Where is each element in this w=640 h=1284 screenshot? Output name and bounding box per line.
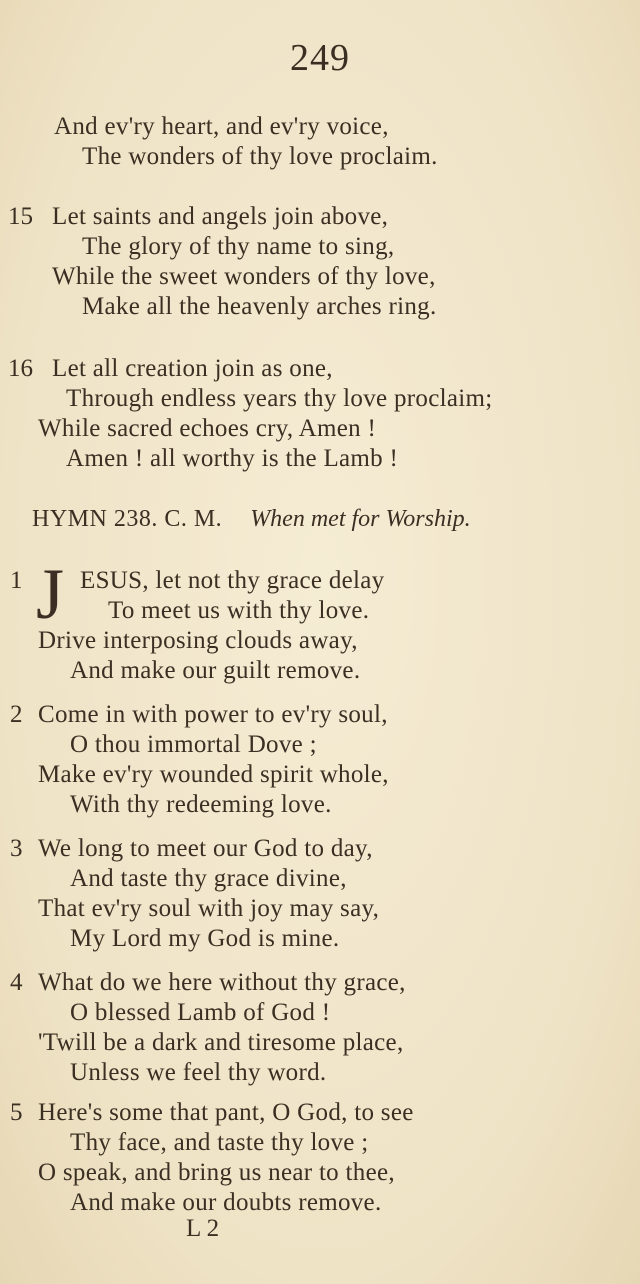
verse-line: O blessed Lamb of God ! (70, 999, 331, 1026)
verse-line: Amen ! all worthy is the Lamb ! (66, 445, 399, 472)
verse-line: We long to meet our God to day, (38, 835, 373, 862)
verse-number: 5 (10, 1099, 23, 1126)
verse-line: And make our doubts remove. (70, 1189, 382, 1216)
verse-line: ESUS, let not thy grace delay (80, 567, 385, 594)
verse-line: While sacred echoes cry, Amen ! (38, 415, 377, 442)
signature-mark: L 2 (186, 1215, 220, 1242)
verse-line: The glory of thy name to sing, (82, 233, 395, 260)
verse-line: Unless we feel thy word. (70, 1059, 327, 1086)
verse-line: Let saints and angels join above, (52, 203, 389, 230)
verse-line: Make ev'ry wounded spirit whole, (38, 761, 389, 788)
verse-number: 4 (10, 969, 23, 996)
verse-line: Here's some that pant, O God, to see (38, 1099, 414, 1126)
verse-number: 2 (10, 701, 23, 728)
verse-line: Make all the heavenly arches ring. (82, 293, 437, 320)
verse-line: The wonders of thy love proclaim. (82, 143, 438, 170)
verse-line: And make our guilt remove. (70, 657, 361, 684)
verse-number: 16 (8, 355, 33, 382)
verse-line: Let all creation join as one, (52, 355, 333, 382)
verse-number: 3 (10, 835, 23, 862)
verse-line: While the sweet wonders of thy love, (52, 263, 436, 290)
verse-line: 'Twill be a dark and tiresome place, (38, 1029, 404, 1056)
verse-line: What do we here without thy grace, (38, 969, 406, 996)
page-number: 249 (290, 37, 350, 79)
verse-line: Thy face, and taste thy love ; (70, 1129, 369, 1156)
verse-line: To meet us with thy love. (108, 597, 370, 624)
verse-number: 1 (10, 567, 23, 594)
verse-line: And ev'ry heart, and ev'ry voice, (54, 113, 389, 140)
hymn-heading (32, 504, 471, 534)
drop-cap: J (36, 554, 65, 634)
verse-line: And taste thy grace divine, (70, 865, 347, 892)
verse-line: That ev'ry soul with joy may say, (38, 895, 380, 922)
verse-line: My Lord my God is mine. (70, 925, 340, 952)
verse-line: Come in with power to ev'ry soul, (38, 701, 388, 728)
verse-line: Drive interposing clouds away, (38, 627, 358, 654)
hymn-tune: When met for Worship. (250, 506, 471, 532)
hymn-title: HYMN 238. C. M. (32, 506, 223, 532)
verse-line: O thou immortal Dove ; (70, 731, 317, 758)
verse-line: O speak, and bring us near to thee, (38, 1159, 395, 1186)
verse-number: 15 (8, 203, 33, 230)
verse-line: With thy redeeming love. (70, 791, 332, 818)
verse-line: Through endless years thy love proclaim; (66, 385, 493, 412)
